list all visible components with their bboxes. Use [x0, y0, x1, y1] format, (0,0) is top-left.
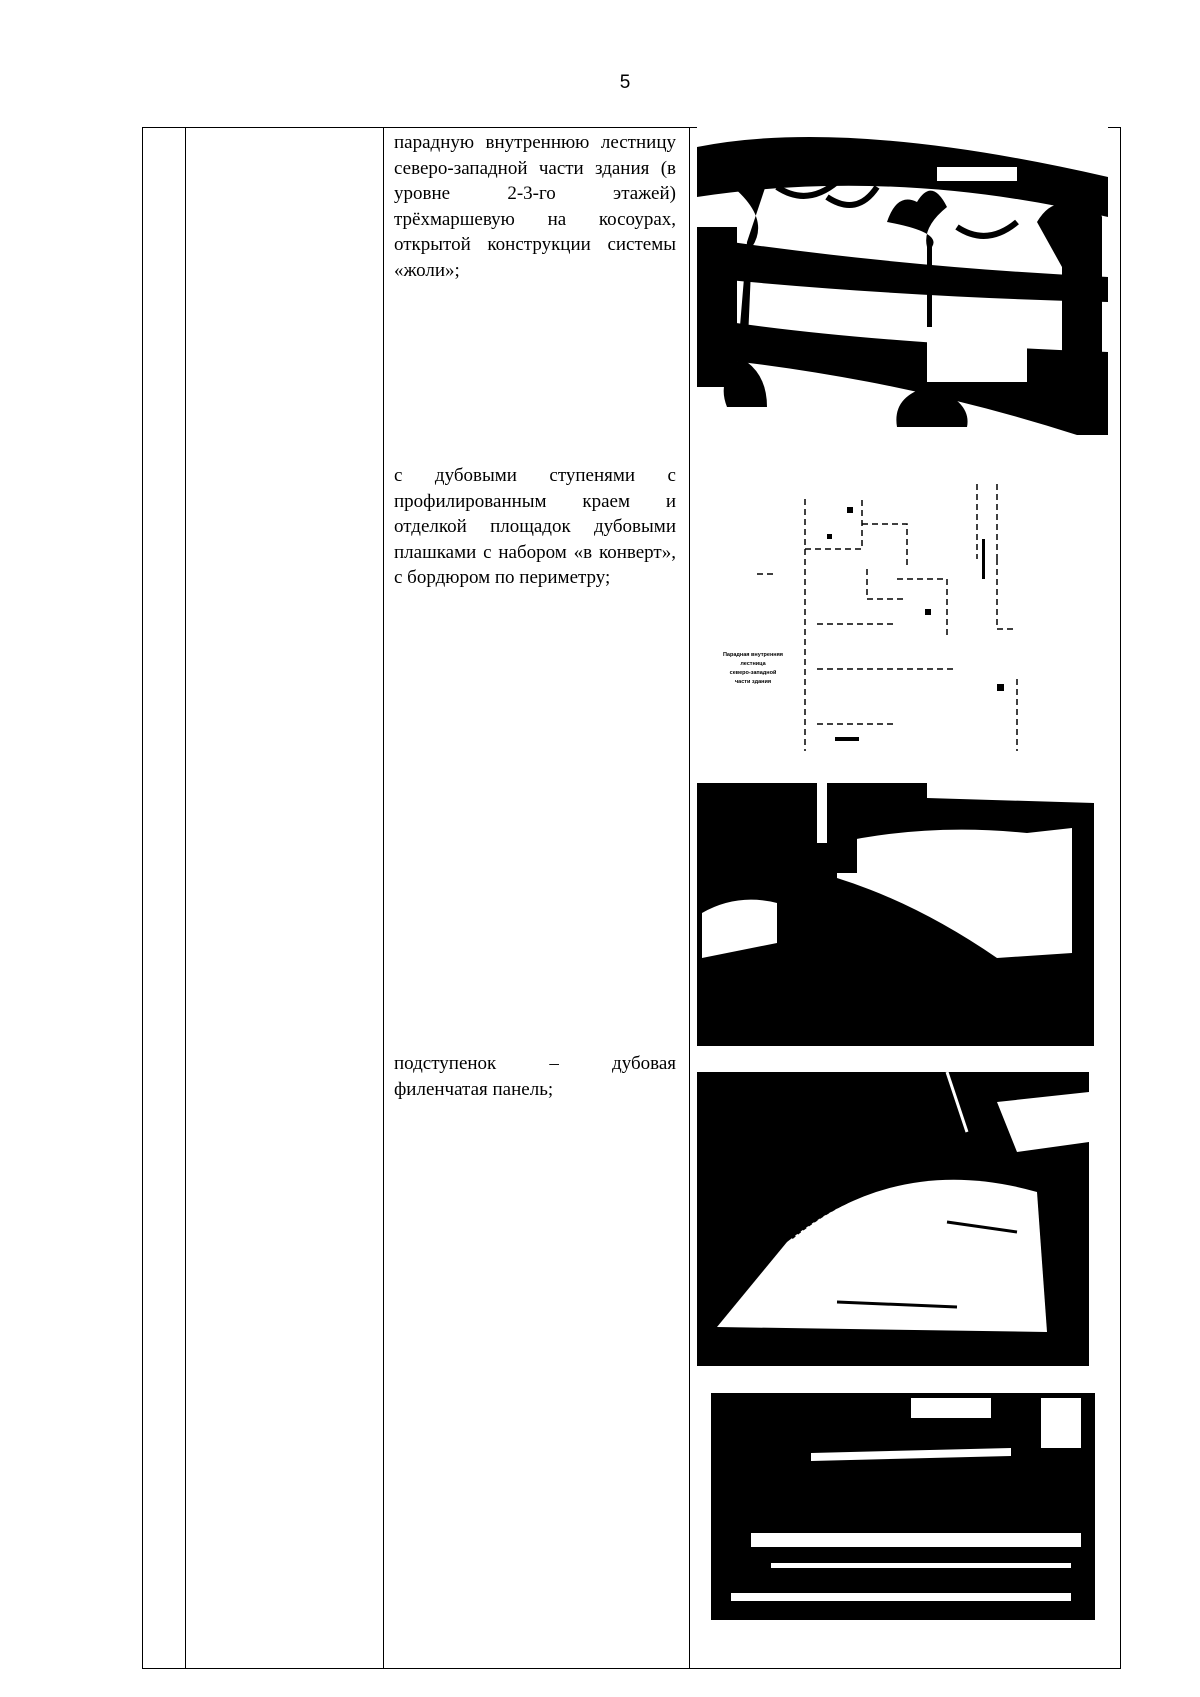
paragraph-staircase: парадную внутреннюю лестницу северо-западной части здания (в уровне 2-3-го этажей) трёхмаршевую на косоурах, открытой конструкции системы «жоли»; — [394, 132, 676, 281]
page-number: 5 — [619, 72, 631, 93]
paragraph-oak-steps: с дубовыми ступенями с профилированным краем и отделкой площадок дубовыми плашками с набором «в конверт», с бордюром по периметру; — [394, 465, 676, 588]
table-column-divider — [185, 128, 186, 1668]
railing-photo — [697, 127, 1108, 435]
table-column-divider — [689, 128, 690, 1668]
landing-photo — [697, 783, 1094, 1046]
floor-plan-caption: Парадная внутренняя лестница северо-западной части здания — [722, 652, 784, 685]
table-column-divider — [383, 128, 384, 1668]
riser-panel-photo — [697, 1072, 1089, 1366]
paragraph-riser: подступенок – дубовая филенчатая панель; — [394, 1053, 676, 1100]
floor-plan-image — [697, 479, 1057, 751]
stair-treads-photo — [711, 1393, 1095, 1620]
